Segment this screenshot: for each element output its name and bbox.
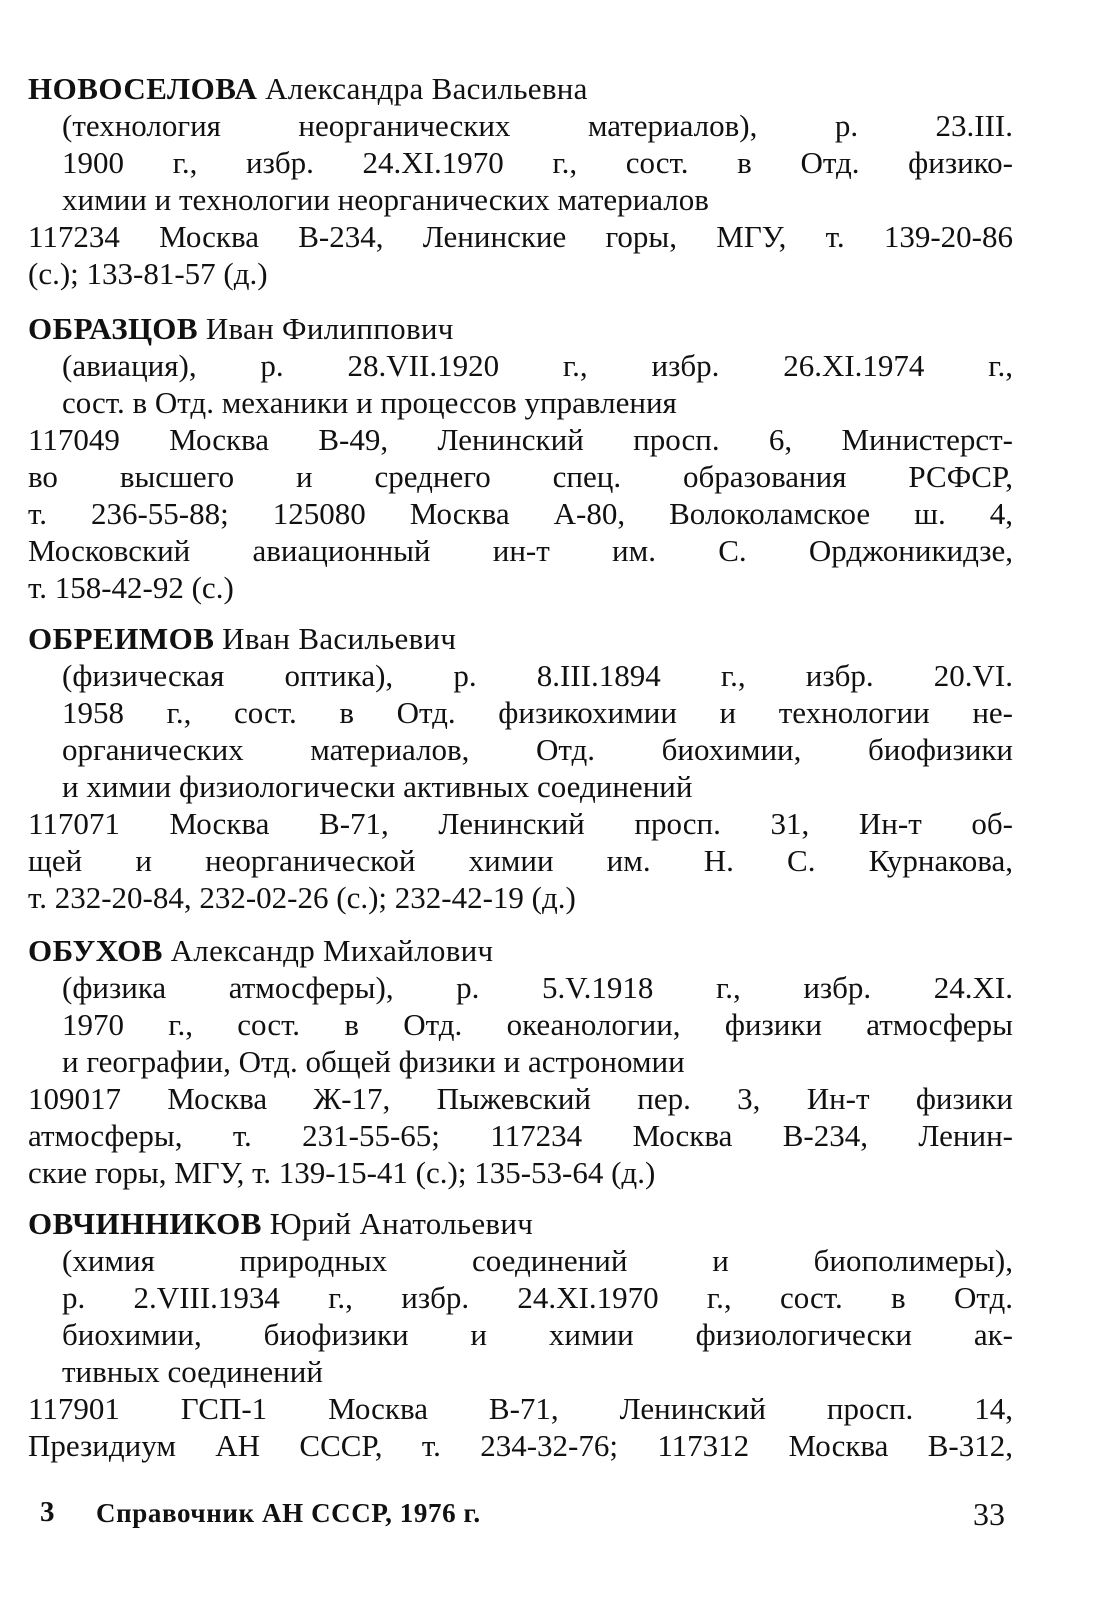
address-line: атмосферы, т. 231-55-65; 117234 Москва В-234, Ленин- [28,1118,1013,1153]
address-line-wrapper [28,458,1013,495]
surname: ОВЧИННИКОВ [28,1206,262,1241]
info-line-wrapper [28,384,1013,421]
page-number: 33 [973,1496,1005,1532]
info-line-wrapper [28,1316,1013,1353]
entry-obraztsov [28,310,1013,606]
entry-obreimov [28,620,1013,916]
info-line: 1900 г., избр. 24.XI.1970 г., сост. в Отд. физико- [62,145,1013,180]
entry-ovchinnikov [28,1205,1013,1464]
given-name: Александр Михайлович [170,933,494,968]
info-line: и химии физиологически активных соединений [62,769,693,804]
entry-heading [28,620,1013,657]
address-line: 117901 ГСП-1 Москва В-71, Ленинский просп. 14, [28,1391,1013,1426]
address-line-wrapper [28,495,1013,532]
info-line: тивных соединений [62,1354,323,1389]
info-line: (физика атмосферы), р. 5.V.1918 г., избр. 24.XI. [62,970,1013,1005]
address-line: ские горы, МГУ, т. 139-15-41 (с.); 135-53-64 (д.) [28,1155,656,1190]
info-line: 1970 г., сост. в Отд. океанологии, физики атмосферы [62,1007,1013,1042]
address-line-wrapper [28,1390,1013,1427]
info-line-wrapper [28,694,1013,731]
info-line: и географии, Отд. общей физики и астрономии [62,1044,685,1079]
info-line-wrapper [28,768,1013,805]
entry-heading [28,310,1013,347]
given-name: Александра Васильевна [265,71,588,106]
entry-novoselova [28,70,1013,292]
given-name: Иван Васильевич [222,621,457,656]
info-line: (технология неорганических материалов), р. 23.III. [62,108,1013,143]
info-line-wrapper [28,347,1013,384]
address-line-wrapper [28,842,1013,879]
address-line: Московский авиационный ин-т им. С. Орджоникидзе, [28,533,1013,568]
info-line: химии и технологии неорганических материалов [62,182,709,217]
info-line-wrapper [28,1353,1013,1390]
address-line: (с.); 133-81-57 (д.) [28,256,268,291]
entry-obukhov [28,932,1013,1191]
address-line: т. 158-42-92 (с.) [28,570,234,605]
info-line-wrapper [28,144,1013,181]
entry-heading [28,70,1013,107]
info-line: (физическая оптика), р. 8.III.1894 г., избр. 20.VI. [62,658,1013,693]
address-line-wrapper [28,805,1013,842]
address-line: Президиум АН СССР, т. 234-32-76; 117312 Москва В-312, [28,1428,1013,1463]
address-line: 117049 Москва В-49, Ленинский просп. 6, Министерст- [28,422,1013,457]
address-line: 117071 Москва В-71, Ленинский просп. 31, Ин-т об- [28,806,1013,841]
info-line: (авиация), р. 28.VII.1920 г., избр. 26.XI.1974 г., [62,348,1013,383]
info-line-wrapper [28,731,1013,768]
info-line-wrapper [28,969,1013,1006]
info-line-wrapper [28,107,1013,144]
info-line: (химия природных соединений и биополимеры), [62,1243,1013,1278]
given-name: Иван Филиппович [205,311,454,346]
address-line-wrapper [28,255,1013,292]
surname: ОБРЕИМОВ [28,621,215,656]
info-line: биохимии, биофизики и химии физиологически ак- [62,1317,1013,1352]
surname: ОБУХОВ [28,933,163,968]
address-line-wrapper [28,569,1013,606]
address-line-wrapper [28,1427,1013,1464]
address-line: 109017 Москва Ж-17, Пыжевский пер. 3, Ин-т физики [28,1081,1013,1116]
book-short-title: Справочник АН СССР, 1976 г. [96,1498,481,1528]
info-line-wrapper [28,657,1013,694]
surname: НОВОСЕЛОВА [28,71,258,106]
address-line: 117234 Москва В-234, Ленинские горы, МГУ, т. 139-20-86 [28,219,1013,254]
info-line-wrapper [28,1242,1013,1279]
signature-mark: 3 [40,1496,55,1528]
address-line-wrapper [28,1117,1013,1154]
info-line-wrapper [28,1043,1013,1080]
entry-heading [28,1205,1013,1242]
info-line-wrapper [28,1006,1013,1043]
address-line: т. 232-20-84, 232-02-26 (с.); 232-42-19 (д.) [28,880,576,915]
address-line: во высшего и среднего спец. образования РСФСР, [28,459,1013,494]
address-line-wrapper [28,879,1013,916]
info-line-wrapper [28,1279,1013,1316]
info-line: 1958 г., сост. в Отд. физикохимии и технологии не- [62,695,1013,730]
address-line-wrapper [28,1080,1013,1117]
surname: ОБРАЗЦОВ [28,311,199,346]
address-line-wrapper [28,1154,1013,1191]
address-line-wrapper [28,532,1013,569]
given-name: Юрий Анатольевич [269,1206,534,1241]
info-line: р. 2.VIII.1934 г., избр. 24.XI.1970 г., сост. в Отд. [62,1280,1013,1315]
address-line: т. 236-55-88; 125080 Москва А-80, Волоколамское ш. 4, [28,496,1013,531]
info-line: сост. в Отд. механики и процессов управления [62,385,677,420]
entry-heading [28,932,1013,969]
address-line-wrapper [28,218,1013,255]
address-line: щей и неорганической химии им. Н. С. Курнакова, [28,843,1013,878]
info-line: органических материалов, Отд. биохимии, биофизики [62,732,1013,767]
page-footer [40,1496,1005,1536]
address-line-wrapper [28,421,1013,458]
info-line-wrapper [28,181,1013,218]
